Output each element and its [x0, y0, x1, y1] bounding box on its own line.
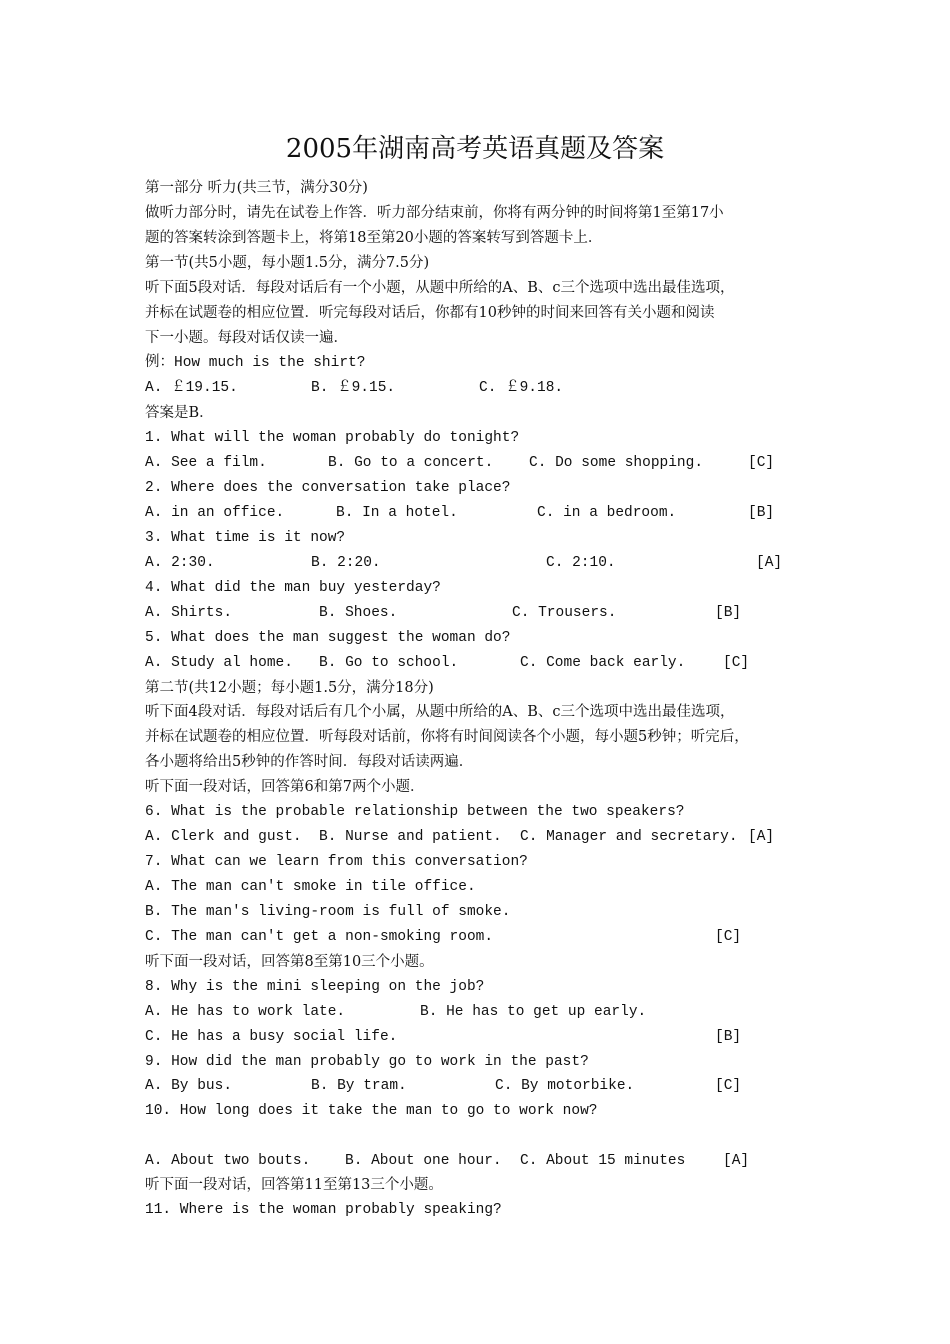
example-option-a: A. ￡19.15.: [145, 380, 238, 396]
q5-option-c: C. Come back early.: [520, 655, 686, 671]
question-2: 2. Where does the conversation take place?: [145, 480, 511, 496]
q6-option-a: A. Clerk and gust.: [145, 829, 302, 845]
q3-option-a: A. 2:30.: [145, 555, 215, 571]
page-title: 2005年湖南高考英语真题及答案: [285, 134, 665, 164]
dialogue-11-intro: 听下面一段对话，回答第11至第13三个小题。: [145, 1177, 443, 1193]
question-9: 9. How did the man probably go to work in the past?: [145, 1054, 589, 1070]
section1-instructions-2: 并标在试题卷的相应位置．听完每段对话后，你都有10秒钟的时间来回答有关小题和阅读: [145, 305, 715, 321]
q6-answer: [A]: [748, 829, 775, 845]
q2-option-a: A. in an office.: [145, 505, 285, 521]
q2-option-c: C. in a bedroom.: [537, 505, 677, 521]
question-5: 5. What does the man suggest the woman do?: [145, 630, 511, 646]
q10-option-a: A. About two bouts.: [145, 1153, 311, 1169]
q5-option-b: B. Go to school.: [319, 655, 459, 671]
q1-option-a: A. See a film.: [145, 455, 267, 471]
q10-option-b: B. About one hour.: [345, 1153, 502, 1169]
section2-heading: 第二节(共12小题；每小题1.5分，满分18分): [145, 680, 434, 696]
q1-option-c: C. Do some shopping.: [529, 455, 704, 471]
q5-answer: [C]: [723, 655, 750, 671]
q7-option-c: C. The man can't get a non-smoking room.: [145, 929, 494, 945]
q3-option-c: C. 2:10.: [546, 555, 616, 571]
section1-instructions-3: 下一小题。每段对话仅读一遍．: [145, 330, 348, 346]
q10-answer: [A]: [723, 1153, 750, 1169]
q2-answer: [B]: [748, 505, 775, 521]
q8-answer: [B]: [715, 1029, 742, 1045]
q4-answer: [B]: [715, 605, 742, 621]
q4-option-b: B. Shoes.: [319, 605, 398, 621]
question-1: 1. What will the woman probably do tonight?: [145, 430, 520, 446]
dialogue-6-intro: 听下面一段对话，回答第6和第7两个小题．: [145, 779, 425, 795]
q8-option-b: B. He has to get up early.: [420, 1004, 647, 1020]
question-10: 10. How long does it take the man to go to work now?: [145, 1103, 598, 1119]
section2-instructions-2: 并标在试题卷的相应位置．听每段对话前，你将有时间阅读各个小题，每小题5秒钟；听完后，: [145, 729, 749, 745]
q3-option-b: B. 2:20.: [311, 555, 381, 571]
question-3: 3. What time is it now?: [145, 530, 346, 546]
q9-option-a: A. By bus.: [145, 1078, 233, 1094]
example-answer: 答案是B．: [145, 405, 214, 421]
section2-instructions-1: 听下面4段对话．每段对话后有几个小属，从题中所给的A、B、c三个选项中选出最佳选项，: [145, 704, 735, 720]
q4-option-a: A. Shirts.: [145, 605, 233, 621]
example-question: 例：How much is the shirt?: [145, 355, 366, 371]
question-6: 6. What is the probable relationship between the two speakers?: [145, 804, 685, 820]
q9-option-c: C. By motorbike.: [495, 1078, 635, 1094]
q8-option-a: A. He has to work late.: [145, 1004, 346, 1020]
q8-option-c: C. He has a busy social life.: [145, 1029, 398, 1045]
section1-heading: 第一节(共5小题，每小题1.5分，满分7.5分): [145, 255, 430, 271]
question-11: 11. Where is the woman probably speaking?: [145, 1202, 502, 1218]
part1-heading: 第一部分 听力(共三节，满分30分): [145, 180, 368, 196]
section1-instructions-1: 听下面5段对话．每段对话后有一个小题，从题中所给的A、B、c三个选项中选出最佳选项，: [145, 280, 735, 296]
q2-option-b: B. In a hotel.: [336, 505, 458, 521]
q6-option-c: C. Manager and secretary.: [520, 829, 738, 845]
q5-option-a: A. Study al home.: [145, 655, 293, 671]
question-4: 4. What did the man buy yesterday?: [145, 580, 441, 596]
section2-instructions-3: 各小题将给出5秒钟的作答时间．每段对话读两遍．: [145, 754, 474, 770]
q4-option-c: C. Trousers.: [512, 605, 617, 621]
dialogue-8-intro: 听下面一段对话，回答第8至第10三个小题。: [145, 954, 434, 970]
q1-option-b: B. Go to a concert.: [328, 455, 494, 471]
question-7: 7. What can we learn from this conversation?: [145, 854, 528, 870]
example-option-c: C. ￡9.18.: [479, 380, 564, 396]
q1-answer: [C]: [748, 455, 775, 471]
q10-option-c: C. About 15 minutes: [520, 1153, 686, 1169]
q7-option-b: B. The man's living-room is full of smoke.: [145, 904, 511, 920]
question-8: 8. Why is the mini sleeping on the job?: [145, 979, 485, 995]
q6-option-b: B. Nurse and patient.: [319, 829, 502, 845]
q9-answer: [C]: [715, 1078, 742, 1094]
intro-line-2: 题的答案转涂到答题卡上，将第18至第20小题的答案转写到答题卡上．: [145, 230, 603, 246]
q7-answer: [C]: [715, 929, 742, 945]
q7-option-a: A. The man can't smoke in tile office.: [145, 879, 476, 895]
q9-option-b: B. By tram.: [311, 1078, 407, 1094]
q3-answer: [A]: [756, 555, 783, 571]
example-option-b: B. ￡9.15.: [311, 380, 396, 396]
intro-line-1: 做听力部分时，请先在试卷上作答．听力部分结束前，你将有两分钟的时间将第1至第17小: [145, 205, 724, 221]
